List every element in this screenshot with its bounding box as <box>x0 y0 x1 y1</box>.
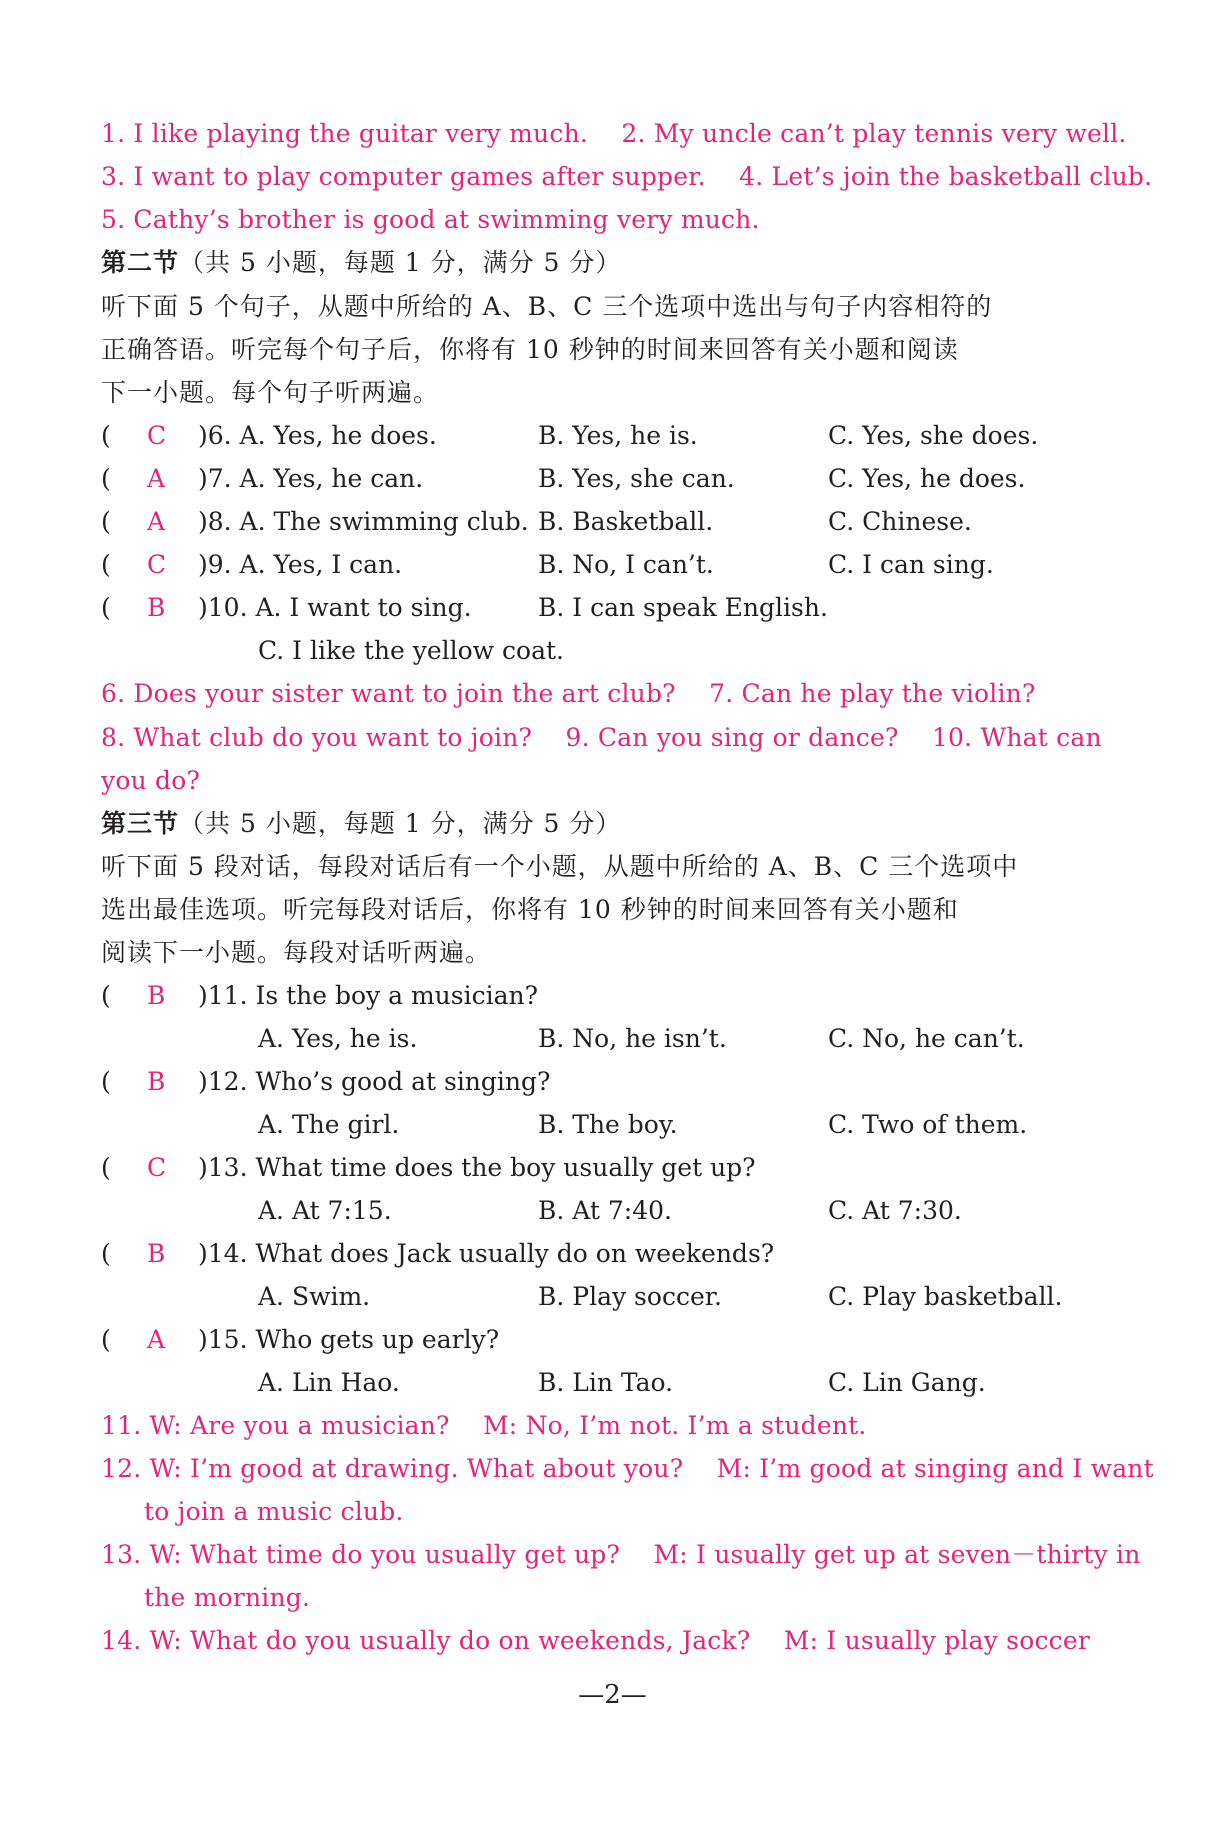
option-c: C. Chinese. <box>828 507 972 536</box>
option-b: B. Yes, he is. <box>538 421 698 450</box>
options-row <box>0 1017 1225 1060</box>
option-c: C. I can sing. <box>828 550 994 579</box>
question-row: ( A )7. A. Yes, he can. B. Yes, she can. C. Yes, he does. <box>0 457 1225 500</box>
section3-heading: 第三节（共 5 小题，每题 1 分，满分 5 分） <box>101 809 622 838</box>
option-c: C. I like the yellow coat. <box>258 636 564 665</box>
question-row: ( C )6. A. Yes, he does. B. Yes, he is. C. Yes, she does. <box>0 414 1225 457</box>
options-row <box>0 1361 1225 1404</box>
question-row-cont <box>0 629 1225 672</box>
instruction-line: 下一小题。每个句子听两遍。 <box>101 378 440 407</box>
script-line: 3. I want to play computer games after supper. 4. Let’s join the basketball club. <box>101 162 1153 191</box>
option-b: B. Play soccer. <box>538 1282 722 1311</box>
page-number: —2— <box>578 1680 647 1710</box>
section2-heading: 第二节（共 5 小题，每题 1 分，满分 5 分） <box>101 248 622 277</box>
answer-mark: C <box>147 550 167 579</box>
script-line: 1. I like playing the guitar very much. 2. My uncle can’t play tennis very well. <box>101 119 1127 148</box>
option-b: B. I can speak English. <box>538 593 828 622</box>
script-line: you do? <box>101 766 201 795</box>
question-row: ( C )9. A. Yes, I can. B. No, I can’t. C. I can sing. <box>0 543 1225 586</box>
script-line: 5. Cathy’s brother is good at swimming very much. <box>101 205 760 234</box>
question-stem: )8. A. The swimming club. <box>198 507 529 536</box>
option-b: B. At 7:40. <box>538 1196 672 1225</box>
answer-mark: B <box>147 593 166 622</box>
question-row: ( B )11. Is the boy a musician? <box>0 974 1225 1017</box>
question-stem: )15. Who gets up early? <box>198 1325 500 1354</box>
option-c: C. Yes, he does. <box>828 464 1026 493</box>
question-row: ( B )14. What does Jack usually do on weekends? <box>0 1232 1225 1275</box>
option-a: A. The girl. <box>258 1110 400 1139</box>
option-a: A. Yes, he is. <box>258 1024 418 1053</box>
option-b: B. The boy. <box>538 1110 678 1139</box>
answer-mark: B <box>147 981 166 1010</box>
question-stem: )14. What does Jack usually do on weekends? <box>198 1239 775 1268</box>
answer-mark: A <box>147 464 166 493</box>
question-stem: )7. A. Yes, he can. <box>198 464 424 493</box>
instruction-line: 听下面 5 个句子，从题中所给的 A、B、C 三个选项中选出与句子内容相符的 <box>101 292 993 321</box>
option-b: B. No, he isn’t. <box>538 1024 727 1053</box>
options-row <box>0 1275 1225 1318</box>
script-line: to join a music club. <box>144 1497 404 1526</box>
script-line: the morning. <box>144 1583 311 1612</box>
option-b: B. No, I can’t. <box>538 550 714 579</box>
option-a: A. At 7:15. <box>258 1196 392 1225</box>
question-stem: )6. A. Yes, he does. <box>198 421 437 450</box>
instruction-line: 选出最佳选项。听完每段对话后，你将有 10 秒钟的时间来回答有关小题和 <box>101 895 959 924</box>
question-stem: )9. A. Yes, I can. <box>198 550 403 579</box>
instruction-line: 阅读下一小题。每段对话听两遍。 <box>101 938 492 967</box>
question-stem: )13. What time does the boy usually get up? <box>198 1153 756 1182</box>
option-c: C. Yes, she does. <box>828 421 1039 450</box>
options-row <box>0 1103 1225 1146</box>
script-line: 11. W: Are you a musician? M: No, I’m not. I’m a student. <box>101 1411 867 1440</box>
answer-mark: C <box>147 421 167 450</box>
question-row: ( B )10. A. I want to sing. B. I can speak English. <box>0 586 1225 629</box>
option-c: C. Play basketball. <box>828 1282 1063 1311</box>
question-row: ( A )8. A. The swimming club. B. Basketball. C. Chinese. <box>0 500 1225 543</box>
option-b: B. Yes, she can. <box>538 464 735 493</box>
option-b: B. Basketball. <box>538 507 714 536</box>
option-c: C. At 7:30. <box>828 1196 962 1225</box>
option-c: C. Two of them. <box>828 1110 1028 1139</box>
option-a: A. Lin Hao. <box>258 1368 400 1397</box>
option-a: A. Swim. <box>258 1282 371 1311</box>
script-line: 14. W: What do you usually do on weekends, Jack? M: I usually play soccer <box>101 1626 1090 1655</box>
question-stem: )12. Who’s good at singing? <box>198 1067 551 1096</box>
instruction-line: 听下面 5 段对话，每段对话后有一个小题，从题中所给的 A、B、C 三个选项中 <box>101 852 1019 881</box>
option-c: C. No, he can’t. <box>828 1024 1025 1053</box>
question-row: ( B )12. Who’s good at singing? <box>0 1060 1225 1103</box>
answer-mark: C <box>147 1153 167 1182</box>
question-row: ( A )15. Who gets up early? <box>0 1318 1225 1361</box>
script-line: 6. Does your sister want to join the art club? 7. Can he play the violin? <box>101 679 1036 708</box>
script-line: 12. W: I’m good at drawing. What about you? M: I’m good at singing and I want <box>101 1454 1154 1483</box>
options-row <box>0 1189 1225 1232</box>
answer-mark: A <box>147 507 166 536</box>
question-row: ( C )13. What time does the boy usually get up? <box>0 1146 1225 1189</box>
script-line: 8. What club do you want to join? 9. Can you sing or dance? 10. What can <box>101 723 1102 752</box>
instruction-line: 正确答语。听完每个句子后，你将有 10 秒钟的时间来回答有关小题和阅读 <box>101 335 959 364</box>
question-stem: )11. Is the boy a musician? <box>198 981 539 1010</box>
option-b: B. Lin Tao. <box>538 1368 674 1397</box>
answer-mark: A <box>147 1325 166 1354</box>
script-line: 13. W: What time do you usually get up? M: I usually get up at seven－thirty in <box>101 1540 1141 1569</box>
option-c: C. Lin Gang. <box>828 1368 986 1397</box>
answer-mark: B <box>147 1239 166 1268</box>
answer-mark: B <box>147 1067 166 1096</box>
question-stem: )10. A. I want to sing. <box>198 593 472 622</box>
